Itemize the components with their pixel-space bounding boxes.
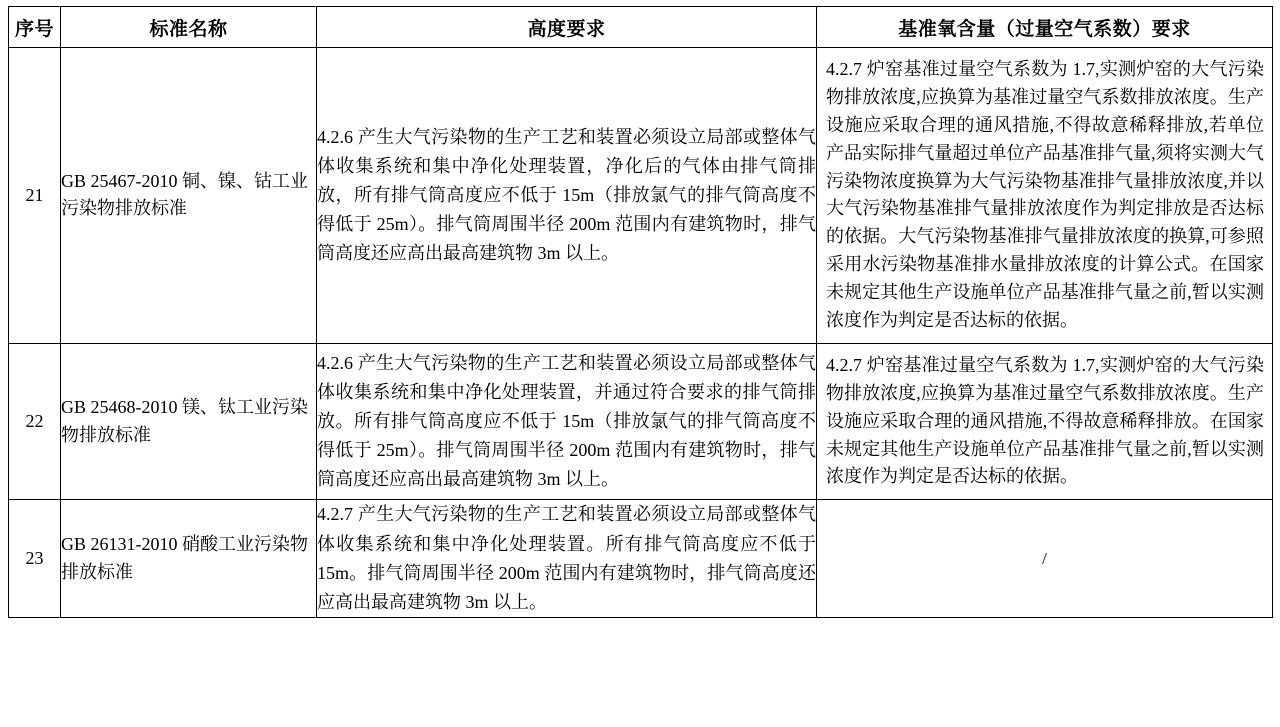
height-requirement: 4.2.7 产生大气污染物的生产工艺和装置必须设立局部或整体气体收集系统和集中净化处理装置。所有排气筒高度应不低于 15m。排气筒周围半径 200m 范围内有建筑物时，排气筒高度还应高出最高建筑物 3m 以上。 [317,500,817,618]
column-header-oxygen-requirement: 基准氧含量（过量空气系数）要求 [817,7,1273,48]
column-header-height-requirement: 高度要求 [317,7,817,48]
standard-name: GB 26131-2010 硝酸工业污染物排放标准 [61,500,317,618]
table-row [9,48,1273,344]
table-body [9,48,1273,618]
oxygen-requirement: 4.2.7 炉窑基准过量空气系数为 1.7,实测炉窑的大气污染物排放浓度,应换算为基准过量空气系数排放浓度。生产设施应采取合理的通风措施,不得故意稀释排放,若单位产品实际排气量超过单位产品基准排气量,须将实测大气污染物浓度换算为大气污染物基准排气量排放浓度,并以大气污染物基准排气量排放浓度作为判定排放是否达标的依据。大气污染物基准排气量排放浓度的换算,可参照采用水污染物基准排水量排放浓度的计算公式。在国家未规定其他生产设施单位产品基准排气量之前,暂以实测浓度作为判定是否达标的依据。 [817,48,1273,344]
standard-name: GB 25467-2010 铜、镍、钴工业污染物排放标准 [61,48,317,344]
table-header-row [9,7,1273,48]
column-header-no: 序号 [9,7,61,48]
oxygen-requirement: / [817,500,1273,618]
column-header-standard-name: 标准名称 [61,7,317,48]
table-row [9,343,1273,499]
table-header [9,7,1273,48]
oxygen-requirement: 4.2.7 炉窑基准过量空气系数为 1.7,实测炉窑的大气污染物排放浓度,应换算为基准过量空气系数排放浓度。生产设施应采取合理的通风措施,不得故意稀释排放。在国家未规定其他生产设施单位产品基准排气量之前,暂以实测浓度作为判定是否达标的依据。 [817,343,1273,499]
height-requirement: 4.2.6 产生大气污染物的生产工艺和装置必须设立局部或整体气体收集系统和集中净化处理装置，并通过符合要求的排气筒排放。所有排气筒高度应不低于 15m（排放氯气的排气筒高度不得低于 25m）。排气筒周围半径 200m 范围内有建筑物时，排气筒高度还应高出最高建筑物 3m 以上。 [317,343,817,499]
row-number: 22 [9,343,61,499]
standard-name: GB 25468-2010 镁、钛工业污染物排放标准 [61,343,317,499]
standards-table [8,6,1273,618]
row-number: 21 [9,48,61,344]
row-number: 23 [9,500,61,618]
height-requirement: 4.2.6 产生大气污染物的生产工艺和装置必须设立局部或整体气体收集系统和集中净化处理装置，净化后的气体由排气筒排放，所有排气筒高度应不低于 15m（排放氯气的排气筒高度不得低于 25m）。排气筒周围半径 200m 范围内有建筑物时，排气筒高度还应高出最高建筑物 3m 以上。 [317,48,817,344]
table-row [9,500,1273,618]
